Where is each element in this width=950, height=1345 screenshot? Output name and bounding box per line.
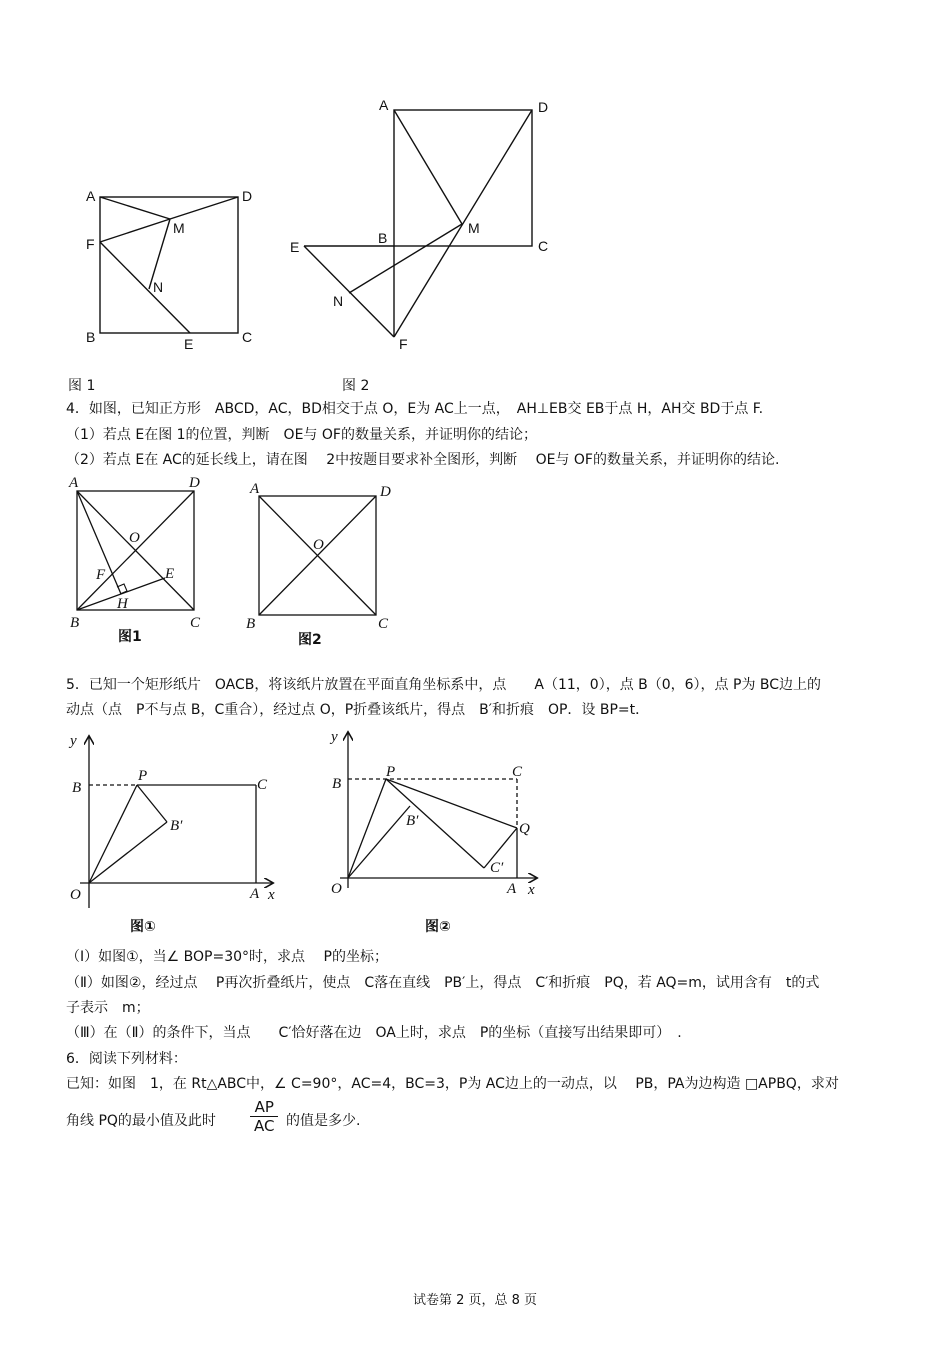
q5-figure-1-caption: 图① (130, 919, 156, 935)
segment-OP (89, 785, 137, 883)
label-N: N (153, 279, 164, 295)
fraction-ap-over-ac (250, 1098, 278, 1135)
square-ABCD (394, 110, 532, 246)
q6-stem: 6．阅读下列材料： (66, 1051, 187, 1067)
page-footer: 试卷第 2 页，总 8 页 (412, 1293, 538, 1308)
label-B: B (86, 329, 96, 345)
segment-OP (348, 779, 386, 878)
label-A: A (250, 481, 260, 497)
label-D: D (242, 188, 253, 204)
label-P: P (138, 768, 148, 784)
label-O: O (129, 530, 140, 546)
label-A: A (507, 881, 517, 897)
label-B: B (70, 615, 80, 631)
label-C: C (190, 615, 201, 631)
label-F: F (86, 236, 95, 252)
segment-OBp (348, 806, 410, 878)
segment-AM (394, 110, 462, 224)
label-H: H (117, 596, 128, 612)
label-P: P (386, 764, 396, 780)
label-F: F (96, 567, 106, 583)
q4-part2: （2）若点 E在 AC的延长线上，请在图 2中按题目要求补全图形，判断 OE与 OF的数量关系，并证明你的结论. (66, 452, 780, 468)
label-E: E (184, 336, 194, 352)
q4-part1: （1）若点 E在图 1的位置，判断 OE与 OF的数量关系，并证明你的结论； (66, 427, 537, 443)
label-A: A (250, 886, 260, 902)
label-B: B (246, 616, 256, 632)
label-C: C (538, 238, 549, 254)
q5-stem-line1: 5．已知一个矩形纸片 OACB，将该纸片放置在平面直角坐标系中，点 A（11，0），点 B（0，6），点 P为 BC边上的 (66, 677, 822, 693)
top-figure-1 (80, 180, 270, 355)
segment-AM (100, 197, 170, 219)
label-Bprime: B′ (406, 813, 419, 829)
label-B: B (72, 780, 82, 796)
q5-part3: （Ⅲ）在（Ⅱ）的条件下，当点 C′恰好落在边 OA上时，求点 P的坐标（直接写出结果即可） . (66, 1025, 682, 1041)
label-A: A (86, 188, 96, 204)
label-Q: Q (519, 821, 530, 837)
fraction-denominator: AC (254, 1117, 275, 1135)
label-D: D (538, 99, 549, 115)
label-M: M (173, 220, 185, 236)
q5-figure-2-caption: 图② (425, 919, 451, 935)
label-A: A (69, 475, 79, 491)
label-C: C (512, 764, 523, 780)
segment-PBp (137, 785, 167, 822)
label-Bprime: B′ (170, 818, 183, 834)
q4-figure-2 (240, 470, 400, 650)
top-figure-2-caption: 图 2 (342, 378, 370, 394)
label-C: C (242, 329, 253, 345)
label-B: B (332, 776, 342, 792)
segment-OBp (89, 822, 167, 883)
q5-figure-2 (325, 722, 545, 912)
q6-line2-post: 的值是多少. (286, 1113, 361, 1129)
segment-PCp (386, 779, 484, 868)
label-Cprime: C′ (490, 860, 504, 876)
label-y: y (331, 729, 338, 745)
label-C: C (257, 777, 268, 793)
segment-FM (100, 219, 170, 242)
q5-part2-line2: 子表示 m； (66, 1000, 150, 1016)
q4-figure-1-caption: 图1 (118, 629, 142, 645)
label-x: x (268, 887, 275, 903)
segment-DM (170, 197, 238, 219)
label-O: O (313, 537, 324, 553)
q4-figure-2-caption: 图2 (298, 632, 322, 648)
q5-part2-line1: （Ⅱ）如图②，经过点 P再次折叠纸片，使点 C落在直线 PB′上，得点 C′和折痕 PQ，若 AQ=m，试用含有 t的式 (66, 975, 820, 991)
label-y: y (70, 733, 77, 749)
top-figure-2 (285, 92, 565, 357)
label-M: M (468, 220, 480, 236)
q5-stem-line2: 动点（点 P不与点 B，C重合），经过点 O，P折叠该纸片，得点 B′和折痕 OP．设 BP=t． (66, 702, 650, 718)
label-D: D (189, 475, 200, 491)
q5-figure-1 (62, 727, 282, 917)
label-O: O (331, 881, 342, 897)
label-A: A (379, 97, 389, 113)
q6-line1: 已知：如图 1，在 Rt△ABC中，∠ C=90°，AC=4，BC=3，P为 AC边上的一动点，以 PB，PA为边构造 □APBQ，求对 (66, 1076, 839, 1092)
label-C: C (378, 616, 389, 632)
label-x: x (528, 882, 535, 898)
label-N: N (333, 293, 344, 309)
fraction-numerator: AP (250, 1098, 278, 1117)
label-E: E (290, 239, 300, 255)
q6-line2-pre: 角线 PQ的最小值及此时 (66, 1113, 216, 1129)
top-figure-1-caption: 图 1 (68, 378, 96, 394)
label-B: B (378, 230, 388, 246)
label-E: E (165, 566, 175, 582)
segment-FE (100, 242, 190, 333)
segment-MN (349, 224, 462, 293)
label-F: F (399, 336, 408, 352)
label-O: O (70, 887, 81, 903)
label-D: D (380, 484, 391, 500)
q5-part1: （Ⅰ）如图①，当∠ BOP=30°时，求点 P的坐标； (66, 949, 388, 965)
q4-figure-1 (62, 470, 222, 650)
segment-EF (304, 246, 394, 337)
q4-stem: 4．如图，已知正方形 ABCD，AC，BD相交于点 O，E为 AC上一点， AH⊥EB交 EB于点 H，AH交 BD于点 F. (66, 401, 764, 417)
